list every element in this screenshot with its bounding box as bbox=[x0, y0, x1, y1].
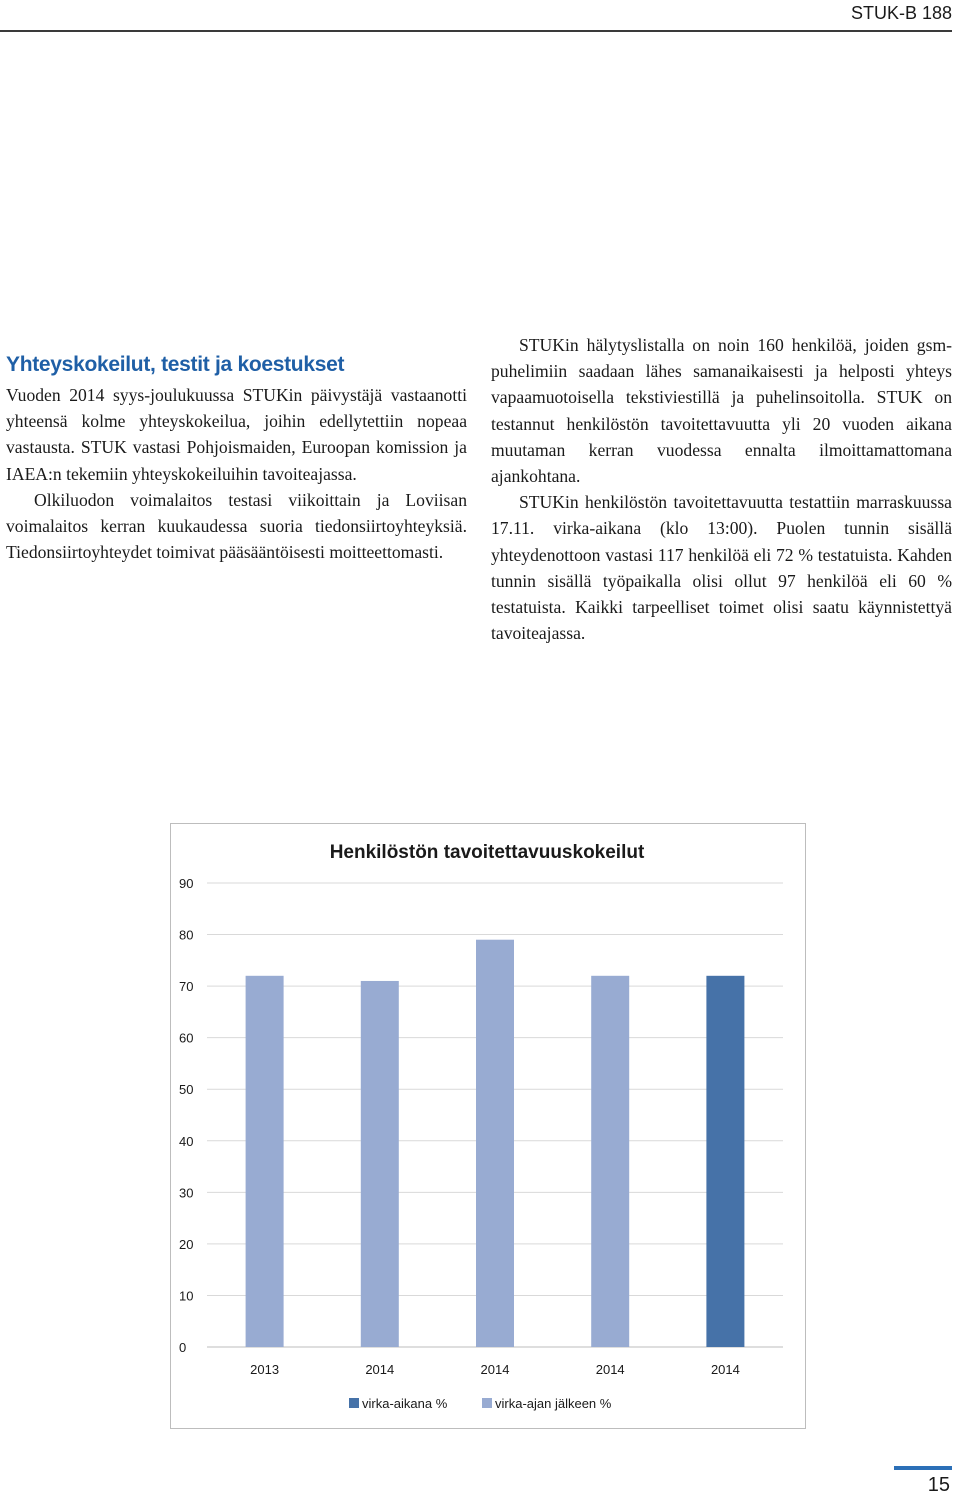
legend-label-2: virka-ajan jälkeen % bbox=[495, 1396, 612, 1411]
bar-3 bbox=[476, 940, 514, 1347]
right-paragraph-1: STUKin hälytyslistalla on noin 160 henkilöä, joiden gsm-puhelimiin saadaan lähes samanaikaisesti ja helposti yhteys vapaamuotoisella tekstiviestillä ja puhelinsoitolla. STUK on testannut henkilöstön tavoitettavuutta yli 20 vuoden aikana muutaman kerran vuodessa ennalta ilmoittamattomana ajankohtana. bbox=[491, 335, 952, 487]
bar-5 bbox=[706, 976, 744, 1347]
legend-swatch-2 bbox=[482, 1398, 492, 1408]
chart-title: Henkilöstön tavoitettavuuskokeilut bbox=[329, 842, 645, 863]
legend-label-1: virka-aikana % bbox=[362, 1396, 448, 1411]
section-heading: Yhteyskokeilut, testit ja koestukset bbox=[6, 353, 345, 376]
y-tick-label: 70 bbox=[179, 979, 194, 995]
footer-rule bbox=[894, 1466, 952, 1470]
x-tick-label: 2013 bbox=[250, 1362, 280, 1377]
bar-chart bbox=[171, 824, 805, 1428]
x-tick-label: 2014 bbox=[595, 1362, 625, 1377]
right-paragraph-2: STUKin henkilöstön tavoitettavuutta testattiin marraskuussa 17.11. virka-aikana (klo 13:00). Puolen tunnin sisällä yhteydenottoon vastasi 117 henkilöä eli 72 % testatuista. Kahden tunnin sisällä työpaikalla olisi ollut 97 henkilöä eli 60 % testatuista. Kaikki tarpeelliset toimet olisi saatu käynnistettyä tavoiteajassa. bbox=[491, 492, 952, 644]
legend bbox=[349, 1396, 612, 1411]
y-tick-label: 20 bbox=[179, 1236, 194, 1252]
right-column bbox=[491, 332, 952, 646]
bar-1 bbox=[246, 976, 284, 1347]
report-id: STUK-B 188 bbox=[850, 3, 952, 23]
x-tick-label: 2014 bbox=[480, 1362, 510, 1377]
y-tick-label: 60 bbox=[179, 1030, 194, 1046]
y-axis-tick-labels bbox=[179, 876, 193, 1355]
page-number: 15 bbox=[927, 1474, 950, 1496]
x-tick-label: 2014 bbox=[710, 1362, 740, 1377]
y-tick-label: 50 bbox=[179, 1082, 194, 1098]
y-tick-label: 80 bbox=[179, 927, 194, 943]
page-header bbox=[0, 0, 952, 32]
y-tick-label: 90 bbox=[179, 876, 194, 891]
y-tick-label: 10 bbox=[179, 1288, 194, 1304]
bars bbox=[246, 940, 745, 1347]
left-column bbox=[6, 350, 467, 565]
chart-frame bbox=[170, 823, 806, 1429]
y-tick-label: 0 bbox=[179, 1340, 187, 1355]
bar-4 bbox=[591, 976, 629, 1347]
legend-swatch-1 bbox=[349, 1398, 359, 1408]
y-tick-label: 40 bbox=[179, 1133, 194, 1149]
x-axis-tick-labels bbox=[250, 1362, 740, 1377]
left-paragraph-2: Olkiluodon voimalaitos testasi viikoittain ja Loviisan voimalaitos kerran kuukaudessa suoria tiedonsiirtoyhteyksiä. Tiedonsiirtoyhteydet toimivat pääsääntöisesti moitteettomasti. bbox=[6, 489, 467, 563]
x-tick-label: 2014 bbox=[365, 1362, 395, 1377]
bar-2 bbox=[361, 981, 399, 1347]
left-paragraph-1: Vuoden 2014 syys-joulukuussa STUKin päivystäjä vastaanotti yhteensä kolme yhteyskokeilua, joihin edellytettiin nopeaa vastausta. STUK vastasi Pohjoismaiden, Euroopan komission ja IAEA:n tekemiin yhteyskokeiluihin tavoiteajassa. bbox=[6, 385, 467, 484]
y-tick-label: 30 bbox=[179, 1185, 194, 1201]
